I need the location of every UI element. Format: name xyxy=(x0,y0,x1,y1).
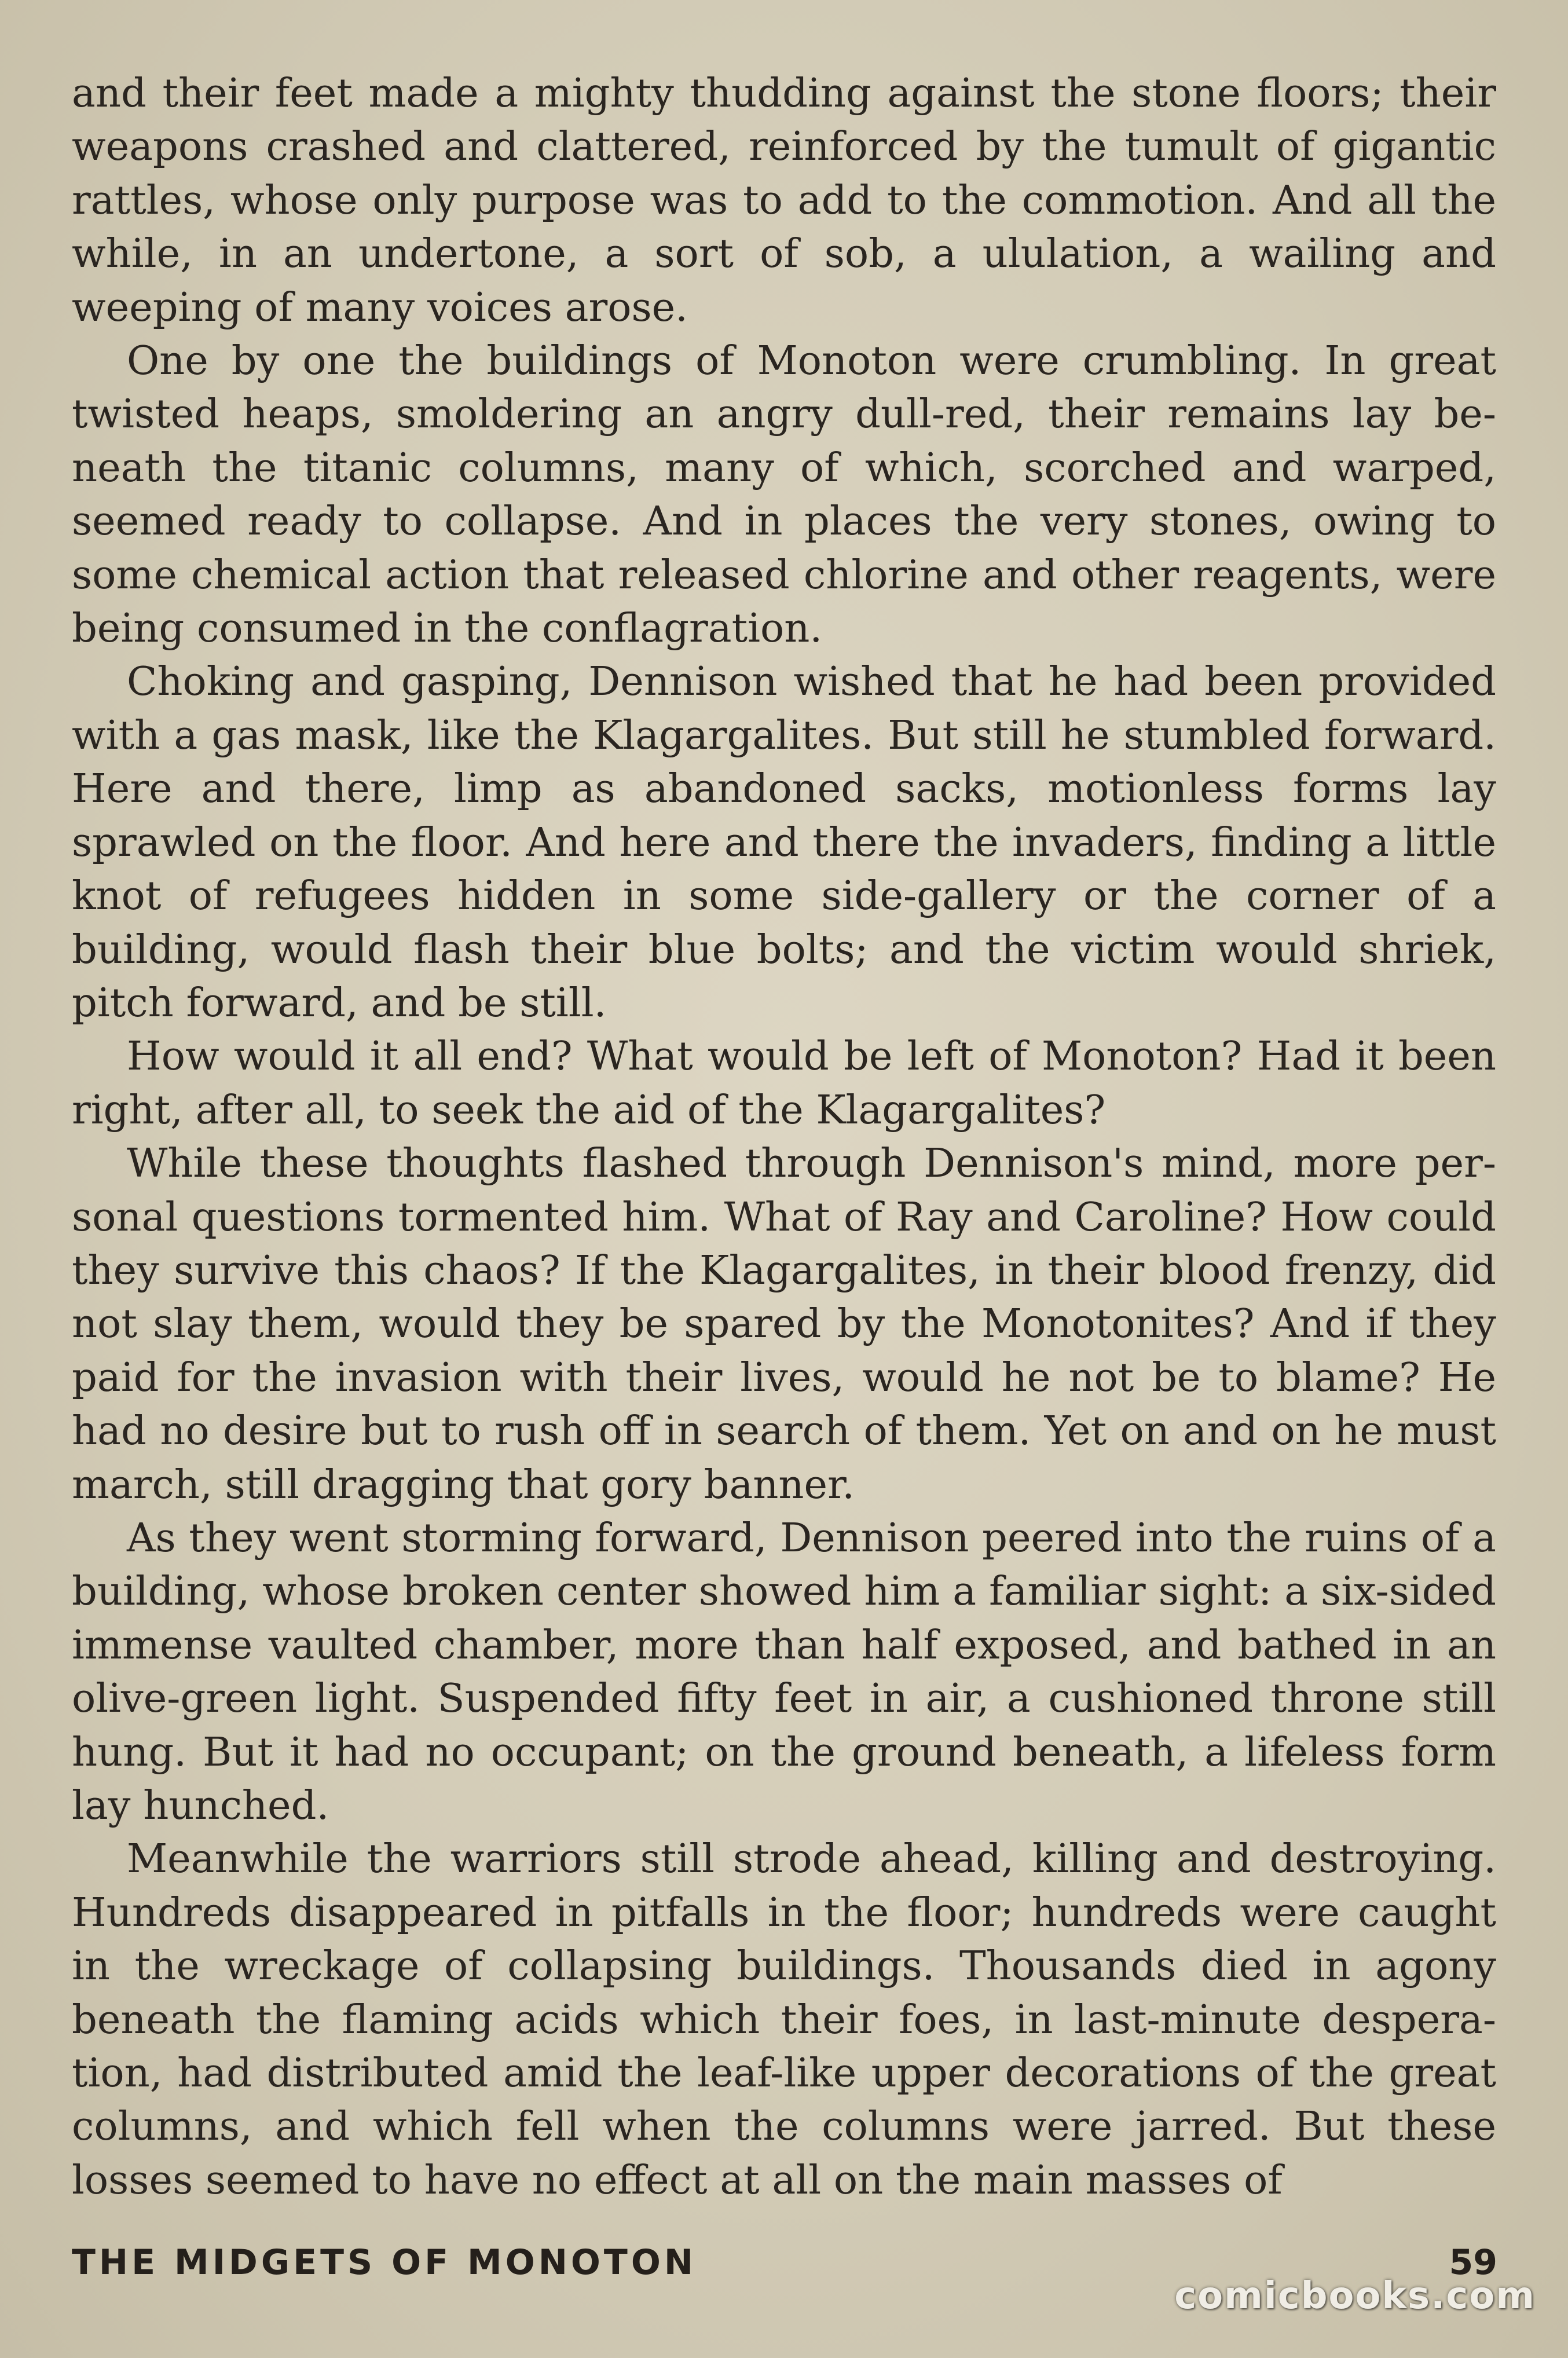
paragraph: Meanwhile the warriors still strode ahead, killing and destroying. Hundreds disappeared in pitfalls in the floor; hundreds were caught in the wreckage of collapsing buildings. Thousands died in agony beneath the flaming acids which their foes, in last-minute desperation, had distributed amid the leaf-like upper decorations of the great columns, and which fell when the columns were jarred. But these losses seemed to have no effect at all on the main masses of xyxy=(72,1836,1496,2203)
paragraph: While these thoughts flashed through Dennison's mind, more personal questions tormented him. What of Ray and Caroline? How could they survive this chaos? If the Klagargalites, in their blood frenzy, did not slay them, would they be spared by the Monotonites? And if they paid for the invasion with their lives, would he not be to blame? He had no desire but to rush off in search of them. Yet on and on he must march, still dragging that gory banner. xyxy=(72,1140,1496,1508)
paragraph: How would it all end? What would be left of Monoton? Had it been right, after all, to seek the aid of the Klagargalites? xyxy=(72,1033,1496,1133)
paragraph: As they went storming forward, Dennison peered into the ruins of a building, whose broken center showed him a familiar sight: a six-sided immense vaulted chamber, more than half exposed, and bathed in an olive-green light. Suspended fifty feet in air, a cushioned throne still hung. But it had no occupant; on the ground beneath, a lifeless form lay hunched. xyxy=(72,1514,1496,1829)
paragraph: One by one the buildings of Monoton were crumbling. In great twisted heaps, smoldering an angry dull-red, their remains lay beneath the titanic columns, many of which, scorched and warped, seemed ready to collapse. And in places the very stones, owing to some chemical action that released chlorine and other reagents, were being consumed in the conflagration. xyxy=(72,338,1496,652)
watermark-text: comicbooks.com xyxy=(1174,2275,1536,2317)
running-footer-title: THE MIDGETS OF MONOTON xyxy=(72,2242,697,2283)
page-number: 59 xyxy=(1449,2242,1497,2283)
paragraph: Choking and gasping, Dennison wished that he had been provided with a gas mask, like the Klagargalites. But still he stumbled forward. Here and there, limp as abandoned sacks, motionless forms lay sprawled on the floor. And here and there the invaders, finding a little knot of refugees hidden in some side-gallery or the corner of a building, would flash their blue bolts; and the victim would shriek, pitch forward, and be still. xyxy=(72,658,1496,1026)
body-text xyxy=(72,67,1496,2207)
paragraph: and their feet made a mighty thudding against the stone floors; their weapons crashed and clattered, reinforced by the tumult of gigantic rattles, whose only purpose was to add to the commotion. And all the while, in an undertone, a sort of sob, a ululation, a wailing and weeping of many voices arose. xyxy=(72,70,1496,331)
